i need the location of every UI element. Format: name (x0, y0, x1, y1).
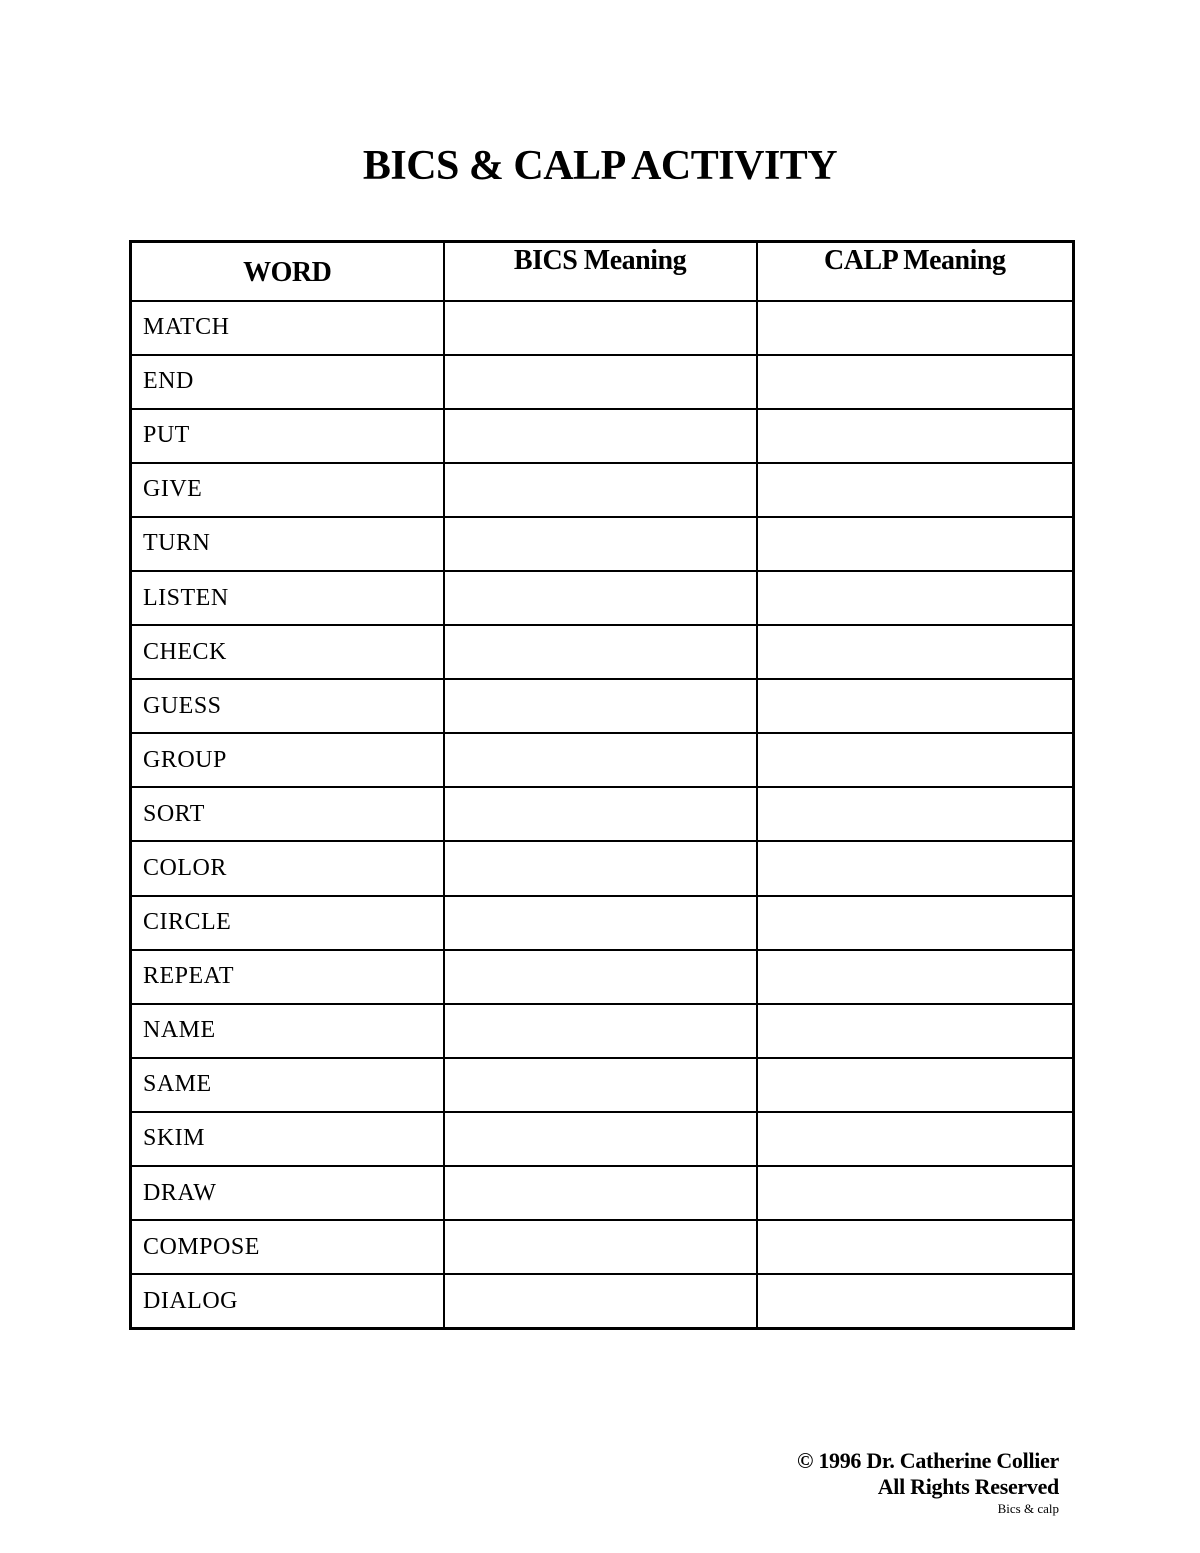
bics-meaning-cell[interactable] (444, 571, 757, 625)
word-cell: GROUP (131, 733, 444, 787)
bics-meaning-cell[interactable] (444, 950, 757, 1004)
word-cell: SKIM (131, 1112, 444, 1166)
table-row (131, 571, 1074, 625)
calp-meaning-cell[interactable] (757, 1058, 1074, 1112)
word-cell: CHECK (131, 625, 444, 679)
word-cell: LISTEN (131, 571, 444, 625)
bics-meaning-cell[interactable] (444, 463, 757, 517)
bics-meaning-cell[interactable] (444, 841, 757, 895)
table-row (131, 896, 1074, 950)
table-row (131, 1112, 1074, 1166)
copyright-notice: © 1996 Dr. Catherine Collier (796, 1448, 1059, 1473)
table-row (131, 409, 1074, 463)
bics-meaning-cell[interactable] (444, 355, 757, 409)
word-cell: PUT (131, 409, 444, 463)
table-row (131, 1004, 1074, 1058)
calp-meaning-cell[interactable] (757, 1112, 1074, 1166)
word-cell: DRAW (131, 1166, 444, 1220)
worksheet-table (129, 240, 1075, 1330)
word-cell: CIRCLE (131, 896, 444, 950)
bics-meaning-cell[interactable] (444, 1274, 757, 1328)
word-cell: NAME (131, 1004, 444, 1058)
bics-meaning-cell[interactable] (444, 1166, 757, 1220)
calp-meaning-cell[interactable] (757, 1220, 1074, 1274)
table-row (131, 679, 1074, 733)
table-row (131, 355, 1074, 409)
table-row (131, 1274, 1074, 1328)
bics-meaning-cell[interactable] (444, 1004, 757, 1058)
calp-meaning-cell[interactable] (757, 679, 1074, 733)
calp-meaning-cell[interactable] (757, 463, 1074, 517)
calp-meaning-cell[interactable] (757, 625, 1074, 679)
word-cell: GUESS (131, 679, 444, 733)
table-row (131, 625, 1074, 679)
table-row (131, 733, 1074, 787)
word-cell: TURN (131, 517, 444, 571)
bics-meaning-cell[interactable] (444, 301, 757, 355)
bics-meaning-cell[interactable] (444, 679, 757, 733)
bics-meaning-cell[interactable] (444, 1112, 757, 1166)
bics-meaning-cell[interactable] (444, 517, 757, 571)
word-cell: COMPOSE (131, 1220, 444, 1274)
rights-notice: All Rights Reserved (877, 1474, 1059, 1499)
word-cell: DIALOG (131, 1274, 444, 1328)
header-word: WORD (131, 242, 444, 301)
table-row (131, 463, 1074, 517)
word-cell: COLOR (131, 841, 444, 895)
bics-meaning-cell[interactable] (444, 409, 757, 463)
calp-meaning-cell[interactable] (757, 841, 1074, 895)
table-row (131, 1220, 1074, 1274)
word-cell: SORT (131, 787, 444, 841)
word-cell: END (131, 355, 444, 409)
calp-meaning-cell[interactable] (757, 1004, 1074, 1058)
bics-meaning-cell[interactable] (444, 787, 757, 841)
table-row (131, 950, 1074, 1004)
calp-meaning-cell[interactable] (757, 787, 1074, 841)
word-cell: MATCH (131, 301, 444, 355)
table-row (131, 787, 1074, 841)
bics-meaning-cell[interactable] (444, 625, 757, 679)
file-label: Bics & calp (997, 1501, 1059, 1516)
word-cell: REPEAT (131, 950, 444, 1004)
table-row (131, 841, 1074, 895)
word-cell: SAME (131, 1058, 444, 1112)
bics-meaning-cell[interactable] (444, 1220, 757, 1274)
bics-meaning-cell[interactable] (444, 1058, 757, 1112)
calp-meaning-cell[interactable] (757, 355, 1074, 409)
calp-meaning-cell[interactable] (757, 409, 1074, 463)
header-calp-meaning: CALP Meaning (757, 242, 1074, 301)
calp-meaning-cell[interactable] (757, 896, 1074, 950)
calp-meaning-cell[interactable] (757, 301, 1074, 355)
calp-meaning-cell[interactable] (757, 1166, 1074, 1220)
table-row (131, 1166, 1074, 1220)
calp-meaning-cell[interactable] (757, 950, 1074, 1004)
bics-meaning-cell[interactable] (444, 733, 757, 787)
page-title: BICS & CALP ACTIVITY (362, 143, 838, 189)
header-bics-meaning: BICS Meaning (444, 242, 757, 301)
footer (797, 1448, 1059, 1518)
table-row (131, 517, 1074, 571)
calp-meaning-cell[interactable] (757, 733, 1074, 787)
table-row (131, 1058, 1074, 1112)
calp-meaning-cell[interactable] (757, 571, 1074, 625)
calp-meaning-cell[interactable] (757, 517, 1074, 571)
calp-meaning-cell[interactable] (757, 1274, 1074, 1328)
table-row (131, 301, 1074, 355)
bics-meaning-cell[interactable] (444, 896, 757, 950)
word-rows (131, 301, 1074, 1329)
word-cell: GIVE (131, 463, 444, 517)
header-row (131, 242, 1074, 301)
